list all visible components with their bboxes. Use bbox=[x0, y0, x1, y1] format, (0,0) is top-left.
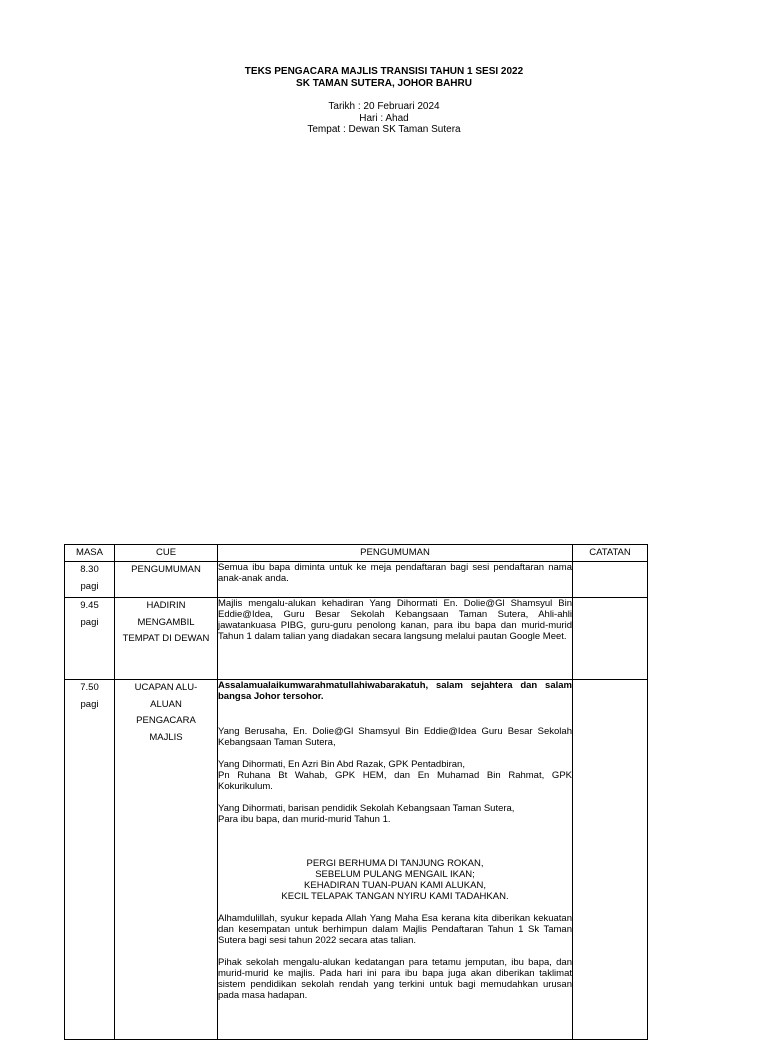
cue-label: PENGACARA bbox=[136, 715, 196, 726]
time-cell bbox=[65, 562, 115, 598]
cue-label: HADIRIN bbox=[146, 600, 186, 611]
cue-label: MAJLIS bbox=[149, 731, 183, 743]
cue-label: TEMPAT DI DEWAN bbox=[122, 633, 210, 644]
event-date: Tarikh : 20 Februari 2024 bbox=[328, 101, 440, 112]
table-header-row bbox=[65, 545, 648, 562]
document-title: TEKS PENGACARA MAJLIS TRANSISI TAHUN 1 SESI 2022 bbox=[244, 66, 524, 77]
time-period: pagi bbox=[80, 580, 99, 592]
pantun-line: KEHADIRAN TUAN-PUAN KAMI ALUKAN, bbox=[304, 880, 486, 891]
greeting-text: Assalamualaikumwarahmatullahiwabarakatuh, salam sejahtera dan salam bangsa Johor tersohor. bbox=[218, 680, 572, 702]
announcement-text: Majlis mengalu-alukan kehadiran Yang Dihormati En. Dolie@Gl Shamsyul Bin Eddie@Idea, Guru Besar Sekolah Kebangsaan Taman Sutera, Ahli-ahli jawatankuasa PIBG, guru-guru penolong kanan, para ibu bapa dan murid-murid Tahun 1 dalam talian yang diadakan secara langsung melalui pautan Google Meet. bbox=[218, 598, 572, 642]
announcement-cell bbox=[218, 562, 573, 598]
pantun-line: SEBELUM PULANG MENGAIL IKAN; bbox=[315, 869, 475, 880]
table-row bbox=[65, 562, 648, 598]
paragraph: Yang Dihormati, barisan pendidik Sekolah Kebangsaan Taman Sutera, bbox=[218, 803, 515, 814]
paragraph: Pihak sekolah mengalu-alukan kedatangan para tetamu jemputan, ibu bapa, dan murid-murid ke majlis. Pada hari ini para ibu bapa juga akan diberikan taklimat sistem pendidikan sekolah rendah yang terkini untuk bagi memudahkan urusan pada masa hadapan. bbox=[218, 957, 572, 1001]
cue-label: ALUAN bbox=[150, 698, 182, 710]
announcement-cell bbox=[218, 598, 573, 680]
cue-label: PENGUMUMAN bbox=[131, 564, 201, 575]
event-details bbox=[0, 101, 768, 136]
time-value: 8.30 bbox=[80, 564, 99, 575]
notes-cell bbox=[573, 598, 648, 680]
header-cue: CUE bbox=[115, 545, 218, 562]
event-day: Hari : Ahad bbox=[359, 112, 409, 124]
notes-cell bbox=[573, 562, 648, 598]
paragraph: Pn Ruhana Bt Wahab, GPK HEM, dan En Muhamad Bin Rahmat, GPK Kokurikulum. bbox=[218, 770, 572, 792]
time-cell bbox=[65, 598, 115, 680]
header-masa: MASA bbox=[65, 545, 115, 562]
pantun-line: PERGI BERHUMA DI TANJUNG ROKAN, bbox=[306, 858, 484, 869]
announcement-text: Semua ibu bapa diminta untuk ke meja pendaftaran bagi sesi pendaftaran nama anak-anak anda. bbox=[218, 562, 572, 584]
time-cell bbox=[65, 680, 115, 1040]
cue-cell bbox=[115, 562, 218, 598]
table-row bbox=[65, 680, 648, 1040]
document-subtitle: SK TAMAN SUTERA, JOHOR BAHRU bbox=[296, 77, 472, 89]
pantun-verse bbox=[218, 858, 572, 902]
time-value: 9.45 bbox=[80, 600, 99, 611]
table-row bbox=[65, 598, 648, 680]
cue-cell bbox=[115, 598, 218, 680]
announcement-cell bbox=[218, 680, 573, 1040]
notes-cell bbox=[573, 680, 648, 1040]
pantun-line: KECIL TELAPAK TANGAN NYIRU KAMI TADAHKAN. bbox=[281, 891, 509, 902]
paragraph: Yang Berusaha, En. Dolie@Gl Shamsyul Bin Eddie@Idea Guru Besar Sekolah Kebangsaan Taman Sutera, bbox=[218, 726, 572, 748]
time-period: pagi bbox=[80, 616, 99, 628]
time-period: pagi bbox=[80, 698, 99, 710]
paragraph: Para ibu bapa, dan murid-murid Tahun 1. bbox=[218, 814, 391, 825]
cue-label: MENGAMBIL bbox=[137, 616, 195, 628]
cue-cell bbox=[115, 680, 218, 1040]
cue-label: UCAPAN ALU- bbox=[134, 682, 198, 693]
event-venue: Tempat : Dewan SK Taman Sutera bbox=[307, 124, 461, 135]
header-pengumuman: PENGUMUMAN bbox=[218, 545, 573, 562]
schedule-table bbox=[64, 544, 648, 1040]
paragraph: Yang Dihormati, En Azri Bin Abd Razak, GPK Pentadbiran, bbox=[218, 759, 465, 770]
document-header bbox=[0, 66, 768, 136]
paragraph: Alhamdulillah, syukur kepada Allah Yang Maha Esa kerana kita diberikan kekuatan dan kesempatan untuk berhimpun dalam Majlis Pendaftaran Tahun 1 Sk Taman Sutera bagi sesi tahun 2022 secara atas talian. bbox=[218, 913, 572, 946]
header-catatan: CATATAN bbox=[573, 545, 648, 562]
time-value: 7.50 bbox=[80, 682, 99, 693]
